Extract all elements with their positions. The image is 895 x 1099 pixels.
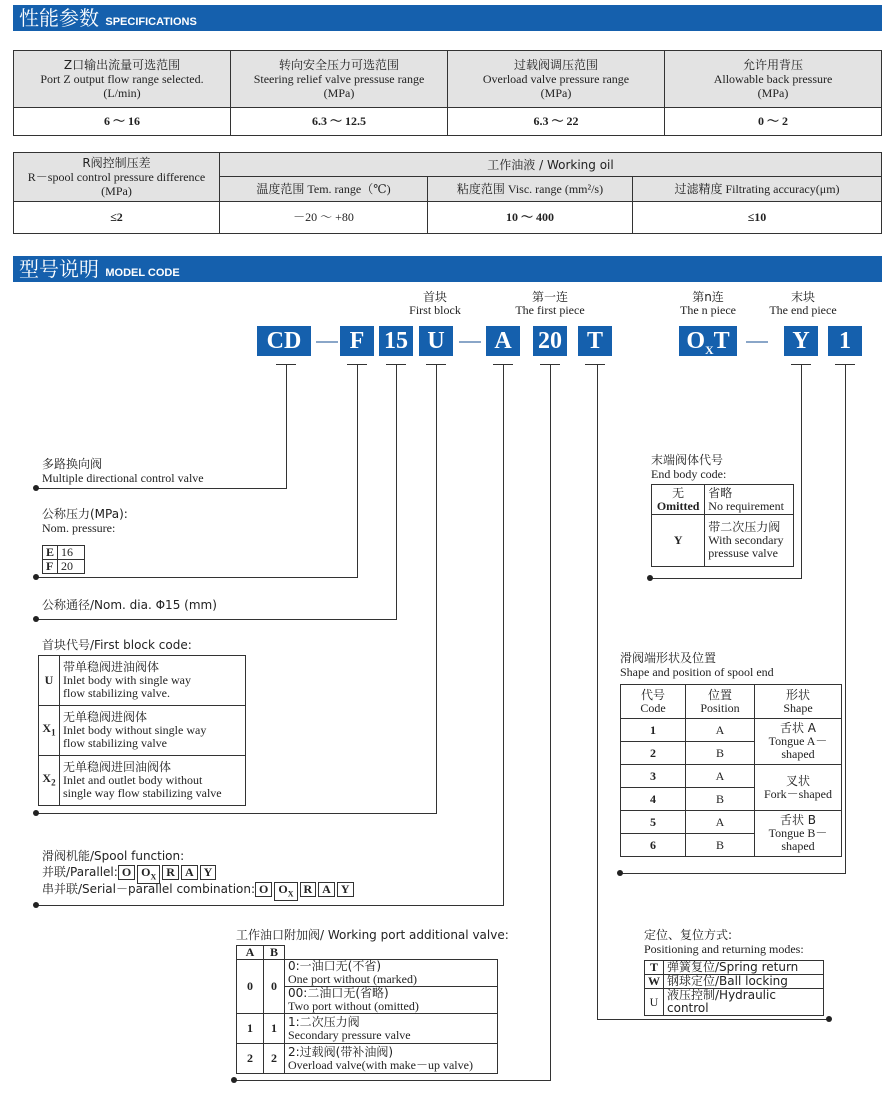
tick	[585, 364, 605, 365]
connector	[36, 577, 358, 578]
connector-dot	[33, 485, 39, 491]
code-box-1: 1	[828, 326, 862, 356]
code-box-15: 15	[379, 326, 413, 356]
connector-dot	[33, 574, 39, 580]
spool-function-title: 滑阀机能/Spool function:	[42, 849, 185, 863]
connector	[620, 873, 846, 874]
code-dash	[459, 341, 481, 343]
code-box-t: T	[578, 326, 612, 356]
connector	[550, 364, 551, 1080]
code-box-y: Y	[784, 326, 818, 356]
specifications-title: 性能参数 SPECIFICATIONS	[19, 6, 197, 30]
spool-end-table: 代号 Code 位置 Position 形状 Shape 1 A 舌状 A Tongue A－ shaped 2 B 3 A 叉状 Fork－shaped 4 B 5 A 舌状 B Tongue B－ shaped 6 B	[620, 684, 842, 857]
connector	[597, 364, 598, 1019]
connector	[36, 488, 287, 489]
label-end-piece: 末块 The end piece	[769, 290, 837, 317]
nom-dia-label: 公称通径/Nom. dia. Φ15 (mm)	[42, 598, 217, 612]
connector	[396, 364, 397, 619]
label-first-piece: 第一连 The first piece	[515, 290, 585, 317]
mdcv-label: 多路换向阀 Multiple directional control valve	[42, 457, 204, 485]
connector	[36, 905, 504, 906]
connector	[801, 364, 802, 578]
connector-dot	[231, 1077, 237, 1083]
code-box-u: U	[419, 326, 453, 356]
connector	[597, 1019, 829, 1020]
connector-dot	[647, 575, 653, 581]
connector	[357, 364, 358, 577]
code-dash	[316, 341, 338, 343]
model-code-title: 型号说明 MODEL CODE	[19, 257, 180, 281]
code-box-cd: CD	[257, 326, 311, 356]
connector-dot	[33, 902, 39, 908]
label-first-block: 首块 First block	[409, 290, 461, 317]
connector	[436, 364, 437, 813]
model-code-banner	[13, 256, 882, 282]
connector-dot	[33, 616, 39, 622]
code-box-a: A	[486, 326, 520, 356]
spec-table-2: R阀控制压差 R－spool control pressure difference (MPa) 工作油液 / Working oil 温度范围 Tem. range（℃) 粘度范围 Visc. range (mm²/s) 过滤精度 Filtrating accuracy(μm) ≤2 －20 ～ +80 10 ～ 400 ≤10	[13, 152, 882, 234]
code-box-20: 20	[533, 326, 567, 356]
positioning-title: 定位、复位方式: Positioning and returning modes:	[644, 928, 804, 956]
connector	[650, 578, 802, 579]
connector	[286, 364, 287, 488]
pressure-table: E 16 F 20	[42, 545, 85, 574]
code-dash	[746, 341, 768, 343]
connector	[234, 1080, 551, 1081]
working-port-title: 工作油口附加阀/ Working port additional valve:	[236, 928, 509, 942]
code-box-oxt: $O_XT$	[679, 326, 737, 356]
first-block-table: U 带单稳阀进油阀体 Inlet body with single way flow stabilizing valve. $X_1$ 无单稳阀进阀体 Inlet body without single way flow stabilizing valve $X_2$ 无单稳阀进回油阀体 Inlet and outlet body without single way flow stabilizing valve	[38, 655, 246, 806]
spool-end-title: 滑阀端形状及位置 Shape and position of spool end	[620, 651, 774, 679]
positioning-table: T 弹簧复位/Spring return W 钢球定位/Ball locking U 液压控制/Hydraulic control	[644, 960, 824, 1016]
nom-pressure-label: 公称压力(MPa): Nom. pressure:	[42, 507, 128, 535]
connector	[845, 364, 846, 873]
working-port-table: A B 0 0 0:一油口无(不省) One port without (marked) 00:二油口无(省略) Two port without (omitted) 1 1 1:二次压力阀 Secondary pressure valve 2 2 2:过载阀(带补油阀) Overload valve(with make－up valve)	[236, 945, 498, 1074]
spec-table-1: Z口输出流量可选范围 Port Z output flow range selected. (L/min) 转向安全压力可选范围 Steering relief valve pressuse range (MPa) 过载阀调压范围 Overload valve pressure range (MPa) 允许用背压 Allowable back pressure (MPa) 6 ～ 16 6.3 ～ 12.5 6.3 ～ 22 0 ～ 2	[13, 50, 882, 136]
connector	[36, 813, 437, 814]
end-body-title: 末端阀体代号 End body code:	[651, 453, 727, 481]
end-body-table: 无 Omitted 省略 No requirement Y 带二次压力阀 With secondary pressuse valve	[651, 484, 794, 567]
code-box-f: F	[340, 326, 374, 356]
connector	[36, 619, 397, 620]
serial-row: 串并联/Serial－parallel combination: O $O_X$ R A Y	[42, 882, 356, 901]
connector	[503, 364, 504, 905]
connector-dot	[33, 810, 39, 816]
label-n-piece: 第n连 The n piece	[680, 290, 736, 317]
connector-dot	[826, 1016, 832, 1022]
specifications-banner	[13, 5, 882, 31]
connector-dot	[617, 870, 623, 876]
first-block-title: 首块代号/First block code:	[42, 638, 192, 652]
parallel-row: 并联/Parallel: O $O_X$ R A Y	[42, 865, 218, 884]
